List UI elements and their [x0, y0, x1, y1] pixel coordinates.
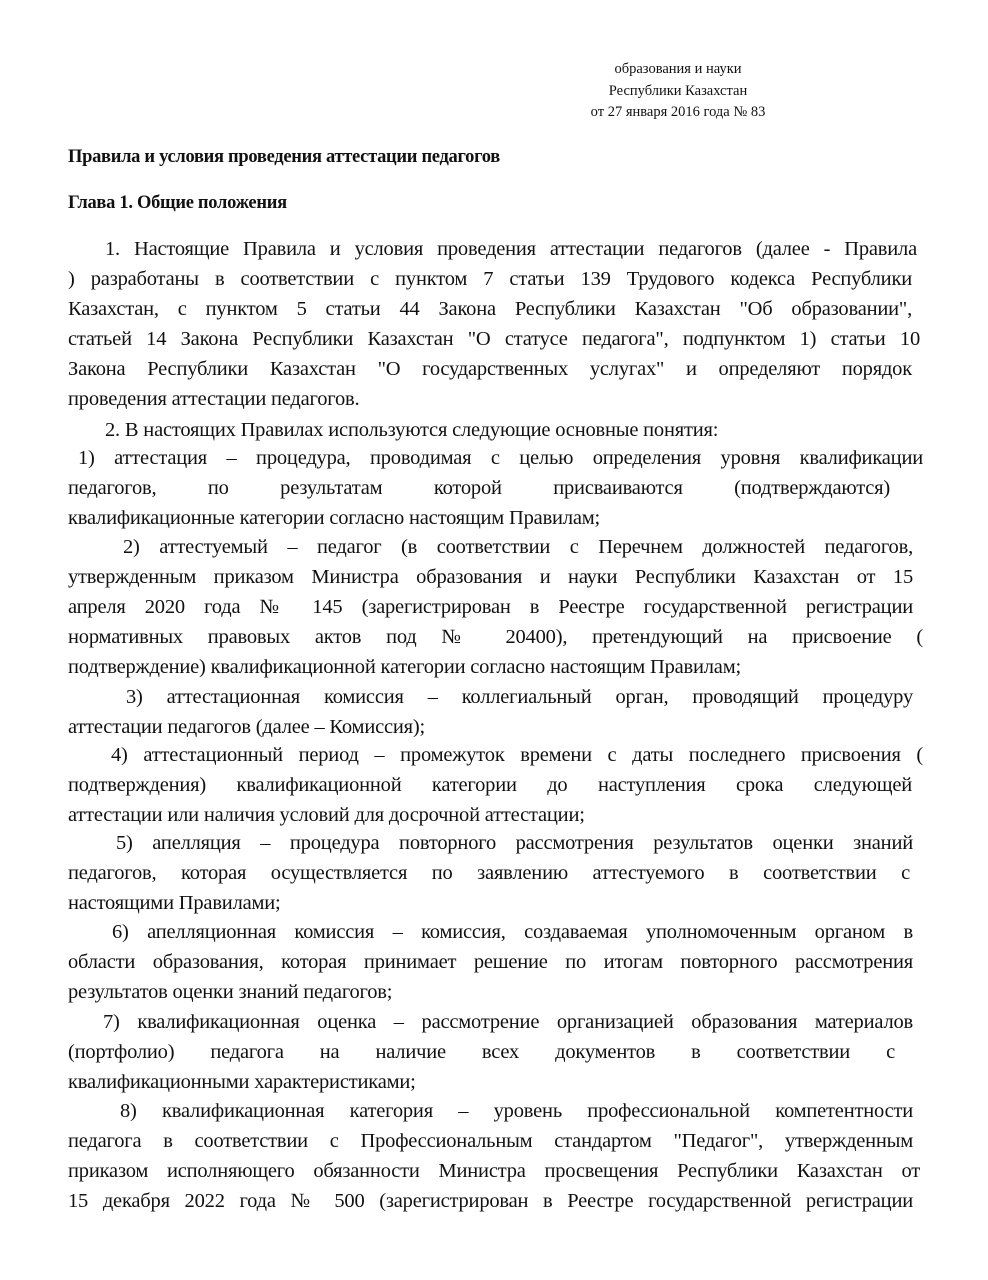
text-line: аттестации или наличия условий для досрочной аттестации; — [68, 804, 585, 826]
text-line: 7) квалификационная оценка – рассмотрение организацией образования материалов — [103, 1011, 913, 1033]
text-line: приказом исполняющего обязанности Министра просвещения Республики Казахстан от — [68, 1160, 920, 1182]
text-line: Закона Республики Казахстан "О государственных услугах" и определяют порядок — [68, 358, 912, 380]
text-line: педагогов, по результатам которой присваиваются (подтверждаются) — [68, 477, 890, 499]
text-line: проведения аттестации педагогов. — [68, 388, 360, 410]
text-line: 6) апелляционная комиссия – комиссия, создаваемая уполномоченным органом в — [112, 921, 913, 943]
text-line: результатов оценки знаний педагогов; — [68, 981, 393, 1003]
text-line: аттестации педагогов (далее – Комиссия); — [68, 716, 426, 738]
text-line: области образования, которая принимает решение по итогам повторного рассмотрения — [68, 951, 913, 973]
text-line: утвержденным приказом Министра образования и науки Республики Казахстан от 15 — [68, 566, 913, 588]
text-line: педагогов, которая осуществляется по заявлению аттестуемого в соответствии с — [68, 862, 910, 884]
text-line: 4) аттестационный период – промежуток времени с даты последнего присвоения ( — [111, 744, 923, 766]
text-line: настоящими Правилами; — [68, 892, 281, 914]
header-line: Республики Казахстан — [608, 83, 748, 99]
text-line: 5) апелляция – процедура повторного рассмотрения результатов оценки знаний — [116, 832, 913, 854]
text-line: 2. В настоящих Правилах используются следующие основные понятия: — [105, 419, 719, 441]
text-line: Казахстан, с пунктом 5 статьи 44 Закона Республики Казахстан "Об образовании", — [68, 298, 912, 320]
text-line: нормативных правовых актов под № 20400), претендующий на присвоение ( — [68, 626, 923, 648]
text-line: 8) квалификационная категория – уровень профессиональной компетентности — [120, 1100, 913, 1122]
text-line: статьей 14 Закона Республики Казахстан "О статусе педагога", подпунктом 1) статьи 10 — [68, 328, 920, 350]
header-line: образования и науки — [614, 61, 742, 77]
text-line: ) разработаны в соответствии с пунктом 7 статьи 139 Трудового кодекса Республики — [68, 268, 912, 290]
text-line: подтверждение) квалификационной категории согласно настоящим Правилам; — [68, 656, 741, 678]
text-line: 15 декабря 2022 года № 500 (зарегистрирован в Реестре государственной регистрации — [68, 1190, 913, 1212]
text-line: квалификационные категории согласно настоящим Правилам; — [68, 507, 601, 529]
text-line: 3) аттестационная комиссия – коллегиальный орган, проводящий процедуру — [126, 686, 913, 708]
text-line: педагога в соответствии с Профессиональным стандартом "Педагог", утвержденным — [68, 1130, 913, 1152]
header-line: от 27 января 2016 года № 83 — [590, 104, 766, 120]
text-line: апреля 2020 года № 145 (зарегистрирован в Реестре государственной регистрации — [68, 596, 913, 618]
text-line: (портфолио) педагога на наличие всех документов в соответствии с — [68, 1041, 895, 1063]
text-line: 1. Настоящие Правила и условия проведения аттестации педагогов (далее - Правила — [105, 238, 917, 260]
document-title: Правила и условия проведения аттестации педагогов — [68, 147, 500, 167]
text-line: 2) аттестуемый – педагог (в соответствии с Перечнем должностей педагогов, — [123, 536, 913, 558]
chapter-heading: Глава 1. Общие положения — [68, 193, 287, 213]
text-line: подтверждения) квалификационной категории до наступления срока следующей — [68, 774, 912, 796]
text-line: квалификационными характеристиками; — [68, 1071, 416, 1093]
text-line: 1) аттестация – процедура, проводимая с целью определения уровня квалификации — [78, 447, 923, 469]
